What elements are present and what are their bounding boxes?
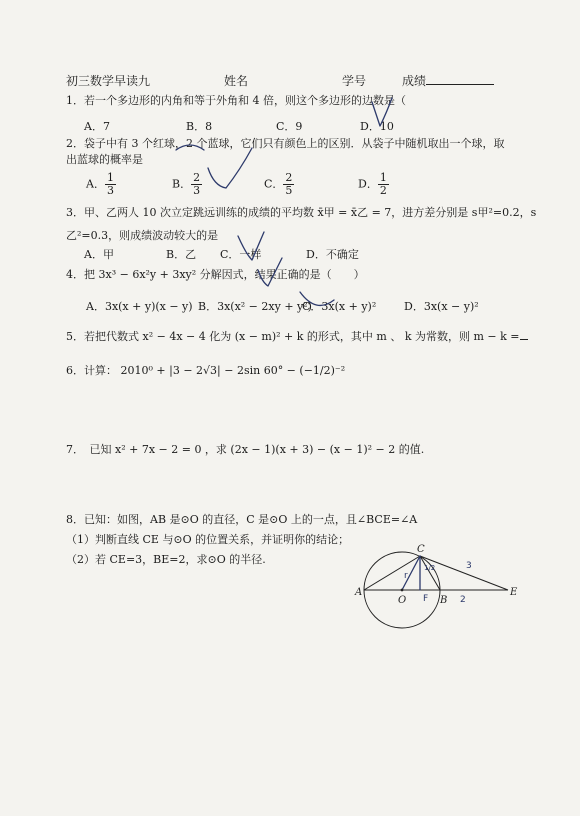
- score-label: 成绩: [402, 72, 494, 89]
- label-f: F: [423, 594, 429, 604]
- handwritten-half: 1/2: [424, 564, 436, 572]
- question-4-text: 4．把 3x³ − 6x²y + 3xy² 分解因式，结果正确的是（ ）: [66, 268, 365, 281]
- question-1-text: 1．若一个多边形的内角和等于外角和 4 倍，则这个多边形的边数是（: [66, 94, 406, 107]
- question-5-text: 5．若把代数式 x² − 4x − 4 化为 (x − m)² + k 的形式，其中 m 、 k 为常数，则 m − k =: [66, 330, 528, 344]
- q3-option-a: A．甲: [84, 248, 114, 261]
- tangent-c-e: [420, 556, 508, 590]
- label-a: A: [355, 587, 363, 598]
- q6-expression: 2010⁰ + |3 − 2√3| − 2sin 60° − (−1/2)⁻²: [120, 364, 346, 377]
- question-2-line2: 出蓝球的概率是: [66, 153, 143, 166]
- q2-option-c: C． $\frac{2}{5}$: [264, 171, 293, 197]
- q1-option-a: A．7: [84, 120, 110, 133]
- question-2-line1: 2．袋子中有 3 个红球，2 个蓝球，它们只有颜色上的区别．从袋子中随机取出一个球，取: [66, 137, 505, 150]
- q3-option-c: C．一样: [220, 248, 262, 261]
- question-8-part2: （2）若 CE=3，BE=2，求⊙O 的半径.: [66, 553, 266, 566]
- label-c: C: [417, 544, 425, 555]
- name-label: 姓名: [224, 74, 249, 88]
- q4-option-d: D．3x(x − y)²: [404, 300, 479, 313]
- question-3-line1: 3．甲、乙两人 10 次立定跳远训练的成绩的平均数 x̄甲 = x̄乙 = 7，进方差分别是 s甲²=0.2，s: [66, 206, 537, 219]
- q1-option-b: B．8: [186, 120, 213, 133]
- student-id-label: 学号: [342, 74, 367, 88]
- question-8-line1: 8．已知：如图，AB 是⊙O 的直径，C 是⊙O 上的一点，且∠BCE=∠A: [66, 513, 418, 526]
- q2-option-d: D． $\frac{1}{2}$: [358, 171, 387, 197]
- handwritten-2: 2: [460, 595, 466, 605]
- q1-option-d: D．10: [360, 120, 394, 133]
- q4-option-b: B．3x(x² − 2xy + y²): [198, 300, 312, 313]
- label-e: E: [510, 587, 518, 598]
- q1-option-c: C．9: [276, 120, 303, 133]
- q2-option-a: A． $\frac{1}{3}$: [86, 171, 114, 197]
- question-6-text: 6．计算： 2010⁰ + |3 − 2√3| − 2sin 60° − (−1/2)⁻²: [66, 364, 346, 377]
- q4-option-a: A．3x(x + y)(x − y): [86, 300, 193, 313]
- question-7-text: 7． 已知 x² + 7x − 2 = 0 ，求 (2x − 1)(x + 3) − (x − 1)² − 2 的值.: [66, 443, 425, 456]
- handwritten-3: 3: [466, 561, 472, 571]
- label-b: B: [440, 595, 448, 606]
- center-dot: [401, 589, 404, 592]
- question-3-line2: 乙²=0.3，则成绩波动较大的是: [66, 229, 219, 242]
- q2-option-b: B． $\frac{2}{3}$: [172, 171, 201, 197]
- label-o: O: [398, 595, 407, 606]
- handwritten-r: r: [404, 571, 408, 581]
- q3-option-d: D．不确定: [306, 248, 359, 261]
- q3-option-b: B．乙: [166, 248, 197, 261]
- chord-c-b: [420, 556, 440, 590]
- question-8-part1: （1）判断直线 CE 与⊙O 的位置关系，并证明你的结论；: [66, 533, 350, 546]
- q4-option-c: C．3x(x + y)²: [302, 300, 377, 313]
- worksheet-title: 初三数学早读九: [66, 74, 151, 88]
